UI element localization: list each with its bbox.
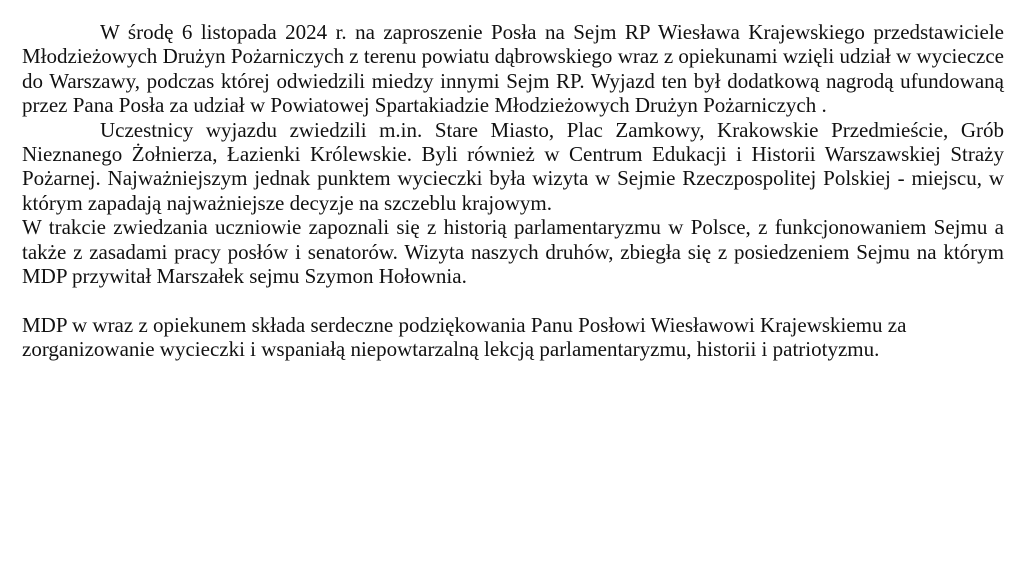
document-body — [22, 20, 1004, 362]
paragraph-sightseeing: Uczestnicy wyjazdu zwiedzili m.in. Stare Miasto, Plac Zamkowy, Krakowskie Przedmieście, Grób Nieznanego Żołnierza, Łazienki Królewskie. Byli również w Centrum Edukacji i Historii Warszawskiej Straży Pożarnej. Najważniejszym jednak punktem wycieczki była wizyta w Sejmie Rzeczpospolitej Polskiej - miejscu, w którym zapadają najważniejsze decyzje na szczeblu krajowym. — [22, 117, 1004, 215]
paragraph-intro: W środę 6 listopada 2024 r. na zaproszenie Posła na Sejm RP Wiesława Krajewskiego przedstawiciele Młodzieżowych Drużyn Pożarniczych z terenu powiatu dąbrowskiego wraz z opiekunami wzięli udział w wycieczce do Warszawy, podczas której odwiedzili miedzy innymi Sejm RP. Wyjazd ten był dodatkową nagrodą ufundowaną przez Pana Posła za udział w Powiatowej Spartakiadzie Młodzieżowych Drużyn Pożarniczych . — [22, 20, 1004, 118]
paragraph-thanks: MDP w wraz z opiekunem składa serdeczne podziękowania Panu Posłowi Wiesławowi Krajewskiemu za zorganizowanie wycieczki i wspaniałą niepowtarzalną lekcją parlamentaryzmu, historii i patriotyzmu. — [22, 312, 907, 362]
paragraph-spacer — [22, 288, 1004, 312]
paragraph-sejm-visit: W trakcie zwiedzania uczniowie zapoznali się z historią parlamentaryzmu w Polsce, z funkcjonowaniem Sejmu a także z zasadami pracy posłów i senatorów. Wizyta naszych druhów, zbiegła się z posiedzeniem Sejmu na którym MDP przywitał Marszałek sejmu Szymon Hołownia. — [22, 215, 1004, 289]
